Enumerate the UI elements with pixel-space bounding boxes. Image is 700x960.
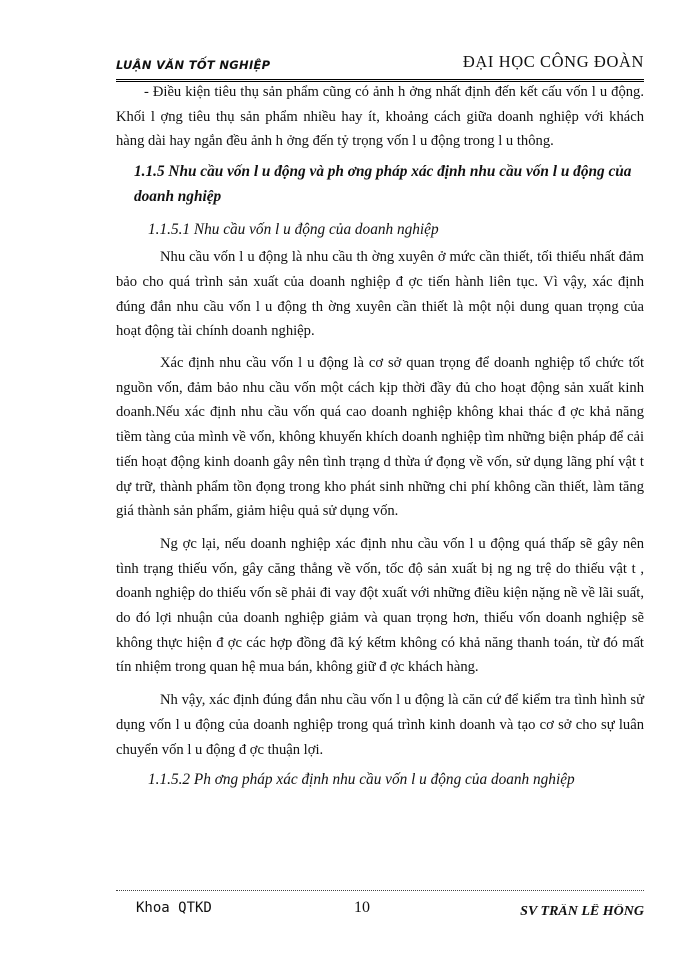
subsection-heading-1-1-5-1: 1.1.5.1 Nhu cầu vốn l u động của doanh nghiệp (148, 220, 439, 238)
paragraph-determining-need: Xác định nhu cầu vốn l u động là cơ sở quan trọng để doanh nghiệp tổ chức tốt nguồn vốn, đảm bảo nhu cầu vốn một cách kịp thời đầy đủ cho hoạt động sản xuất kinh doanh.Nếu xác định nhu cầu vốn quá cao doanh nghiệp không khai thác đ ợc khả năng tiềm tàng của mình về vốn, không khuyến khích doanh nghiệp tìm những biện pháp để cải tiến hoạt động kinh doanh gây nên tình trạng d thừa ứ đọng về vốn, sử dụng lãng phí vật t dự trữ, thành phẩm tồn đọng trong kho phát sinh những chi phí không cần thiết, làm tăng giá thành sản phẩm, giảm hiệu quả sử dụng vốn. (116, 355, 644, 520)
paragraph-underestimation: Ng ợc lại, nếu doanh nghiệp xác định nhu cầu vốn l u động quá thấp sẽ gây nên tình trạng thiếu vốn, gây căng thẳng về vốn, tốc độ sản xuất bị ng ng trệ do thiếu vật t , doanh nghiệp do thiếu vốn sẽ phải đi vay đột xuất với những điều kiện nặng nề về lãi suất, do đó lợi nhuận của doanh nghiệp giảm và quan trọng hơn, thiếu vốn doanh nghiệp sẽ không thực hiện đ ợc các hợp đồng đã ký kếtm không có khả năng thanh toán, từ đó mất tín nhiệm trong quan hệ mua bán, không giữ đ ợc khách hàng. (116, 535, 644, 676)
footer-divider (116, 890, 644, 891)
section-heading-1-1-5: 1.1.5 Nhu cầu vốn l u động và ph ơng pháp xác định nhu cầu vốn l u động của doanh nghiệp (134, 163, 632, 205)
paragraph-conclusion: Nh vậy, xác định đúng đắn nhu cầu vốn l u động là căn cứ để kiểm tra tình hình sử dụng vốn l u động của doanh nghiệp trong quá trình kinh doanh và tạo cơ sở cho sự luân chuyển vốn l u động đ ợc thuận lợi. (116, 692, 644, 758)
document-page (116, 0, 644, 960)
subsection-heading-1-1-5-2: 1.1.5.2 Ph ơng pháp xác định nhu cầu vốn l u động của doanh nghiệp (148, 771, 575, 789)
paragraph-working-capital-need: Nhu cầu vốn l u động là nhu cầu th ờng xuyên ở mức cần thiết, tối thiểu nhất đảm bảo cho quá trình sản xuất của doanh nghiệp đ ợc tiến hành liên tục. Vì vậy, xác định đúng đắn nhu cầu vốn l u động th ờng xuyên cần thiết là một nội dung quan trọng của hoạt động tài chính doanh nghiệp. (116, 249, 644, 340)
footer-student: SV TRẦN LÊ HỒNG (520, 904, 644, 919)
page-number: 10 (354, 899, 370, 916)
page-content (116, 80, 644, 793)
header-university: ĐẠI HỌC CÔNG ĐOÀN (462, 52, 644, 71)
footer-faculty: Khoa QTKD (136, 900, 212, 916)
paragraph-sales-conditions: - Điều kiện tiêu thụ sản phẩm cũng có ảnh h ởng nhất định đến kết cấu vốn l u động. Khối l ợng tiêu thụ sản phẩm nhiều hay ít, khoảng cách giữa doanh nghiệp với khách hàng dài hay ngắn đều ảnh h ởng đến tỷ trọng vốn l u động trong l u thông. (116, 84, 644, 150)
header-thesis-label: LUẬN VĂN TỐT NGHIỆP (116, 58, 271, 72)
